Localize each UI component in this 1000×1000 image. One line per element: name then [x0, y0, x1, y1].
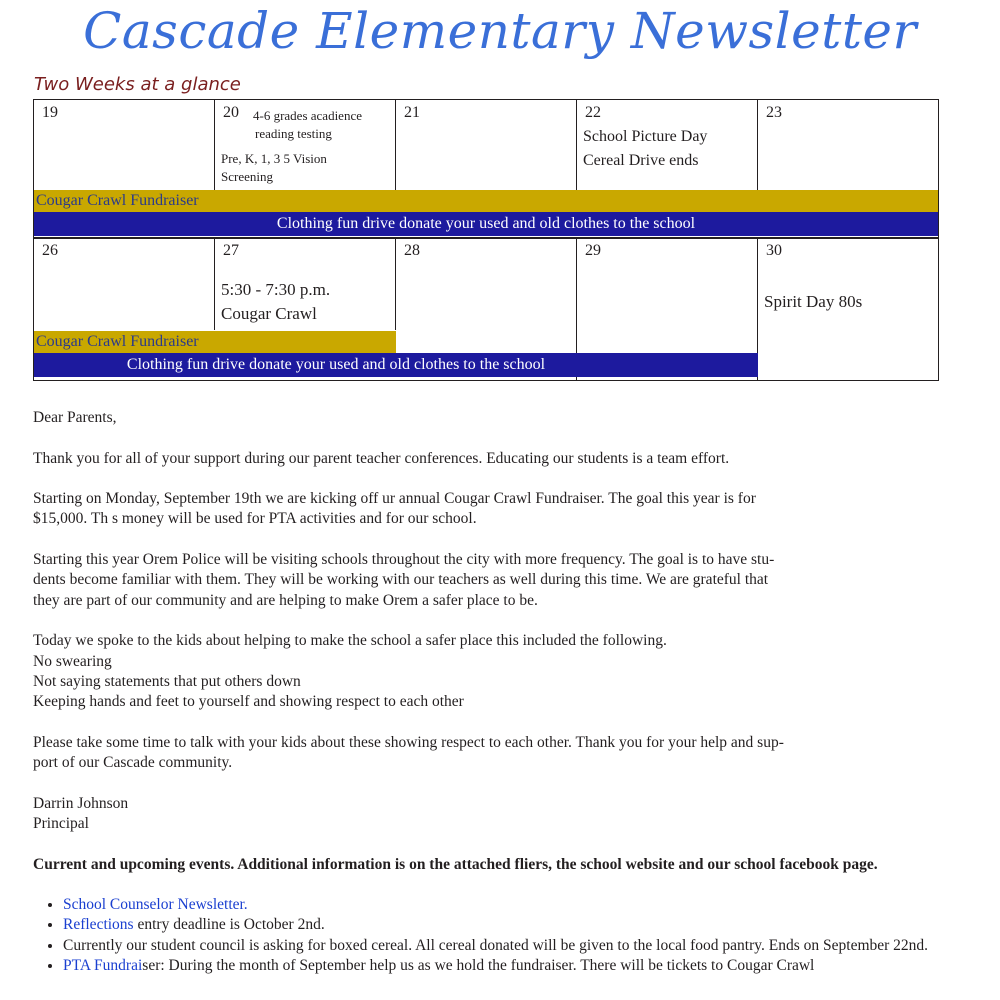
list-item — [63, 956, 943, 976]
calendar-day — [34, 100, 215, 190]
paragraph: Thank you for all of your support during our parent teacher conferences. Educating our students is a team effort. — [33, 449, 730, 467]
event-text: 4-6 grades acadience — [253, 108, 362, 123]
list-item — [63, 895, 943, 915]
event-text: Pre, K, 1, 3 5 Vision — [221, 151, 327, 166]
calendar-day — [758, 238, 938, 380]
day-number: 22 — [585, 104, 601, 121]
reflections-link[interactable]: Reflections — [63, 916, 134, 934]
day-number: 30 — [766, 242, 782, 259]
two-week-calendar — [33, 99, 939, 381]
paragraph — [33, 489, 943, 530]
text-line: Not saying statements that put others down — [33, 672, 301, 690]
calendar-day — [215, 238, 396, 330]
paragraph — [33, 550, 943, 611]
day-number: 29 — [585, 242, 601, 259]
fundraiser-bar: Cougar Crawl Fundraiser — [34, 190, 938, 212]
event-text: Cougar Crawl — [221, 304, 317, 323]
text-line: dents become familiar with them. They will be working with our teachers as well during this time. We are grateful that — [33, 571, 769, 589]
signature — [33, 794, 943, 835]
calendar-day — [577, 100, 758, 190]
event-text: reading testing — [255, 126, 332, 141]
day-number: 28 — [404, 242, 420, 259]
event-text: entry deadline is October 2nd. — [133, 916, 325, 934]
counselor-newsletter-link[interactable]: School Counselor Newsletter. — [63, 896, 248, 914]
text-line: Starting on Monday, September 19th we are kicking off ur annual Cougar Crawl Fundraiser. The goal this year is for — [33, 490, 756, 508]
text-line: No swearing — [33, 652, 112, 670]
text-line: Today we spoke to the kids about helping to make the school a safer place this included the following. — [33, 632, 667, 650]
text-line: they are part of our community and are helping to make Orem a safer place to be. — [33, 591, 538, 609]
signer-name: Darrin Johnson — [33, 794, 129, 812]
event-text: School Picture Day — [583, 128, 708, 145]
text-line: Please take some time to talk with your kids about these showing respect to each other. Thank you for your help and sup- — [33, 733, 784, 751]
calendar-day — [34, 238, 215, 330]
calendar-heading: Two Weeks at a glance — [34, 74, 241, 95]
paragraph — [33, 733, 943, 774]
fundraiser-bar: Cougar Crawl Fundraiser — [34, 331, 396, 353]
text-line: $15,000. Th s money will be used for PTA activities and for our school. — [33, 510, 477, 528]
newsletter-title: Cascade Elementary Newsletter — [83, 2, 917, 60]
event-text: Spirit Day 80s — [764, 292, 863, 311]
events-heading: Current and upcoming events. Additional information is on the attached fliers, the school website and our school facebook page. — [33, 855, 878, 873]
pta-fundraiser-link[interactable]: PTA Fundrai — [63, 957, 143, 975]
events-list — [33, 895, 943, 976]
clothing-drive-bar: Clothing fun drive donate your used and old clothes to the school — [34, 212, 938, 236]
paragraph — [33, 631, 943, 712]
day-number: 26 — [42, 242, 58, 259]
calendar-day — [215, 100, 396, 190]
event-text: Screening — [221, 169, 273, 184]
text-line: Starting this year Orem Police will be visiting schools throughout the city with more frequency. The goal is to have stu- — [33, 551, 775, 569]
event-text: 5:30 - 7:30 p.m. — [221, 280, 331, 299]
event-text: ser: During the month of September help us as we hold the fundraiser. There will be tickets to Cougar Crawl — [142, 957, 815, 975]
day-number: 21 — [404, 104, 420, 121]
list-item — [63, 936, 943, 956]
clothing-drive-bar: Clothing fun drive donate your used and old clothes to the school — [34, 353, 758, 377]
event-text: Cereal Drive ends — [583, 152, 699, 169]
event-text: Currently our student council is asking for boxed cereal. All cereal donated will be given to the local food pantry. Ends on September 22nd. — [63, 936, 929, 954]
calendar-day — [758, 100, 938, 190]
greeting: Dear Parents, — [33, 409, 117, 426]
list-item — [63, 915, 943, 935]
principal-letter — [33, 408, 943, 976]
text-line: port of our Cascade community. — [33, 754, 233, 772]
text-line: Keeping hands and feet to yourself and showing respect to each other — [33, 693, 464, 711]
signer-title: Principal — [33, 814, 89, 832]
day-number: 20 — [223, 104, 239, 121]
day-number: 27 — [223, 242, 239, 259]
calendar-day — [396, 100, 577, 190]
day-number: 19 — [42, 104, 58, 121]
day-number: 23 — [766, 104, 782, 121]
